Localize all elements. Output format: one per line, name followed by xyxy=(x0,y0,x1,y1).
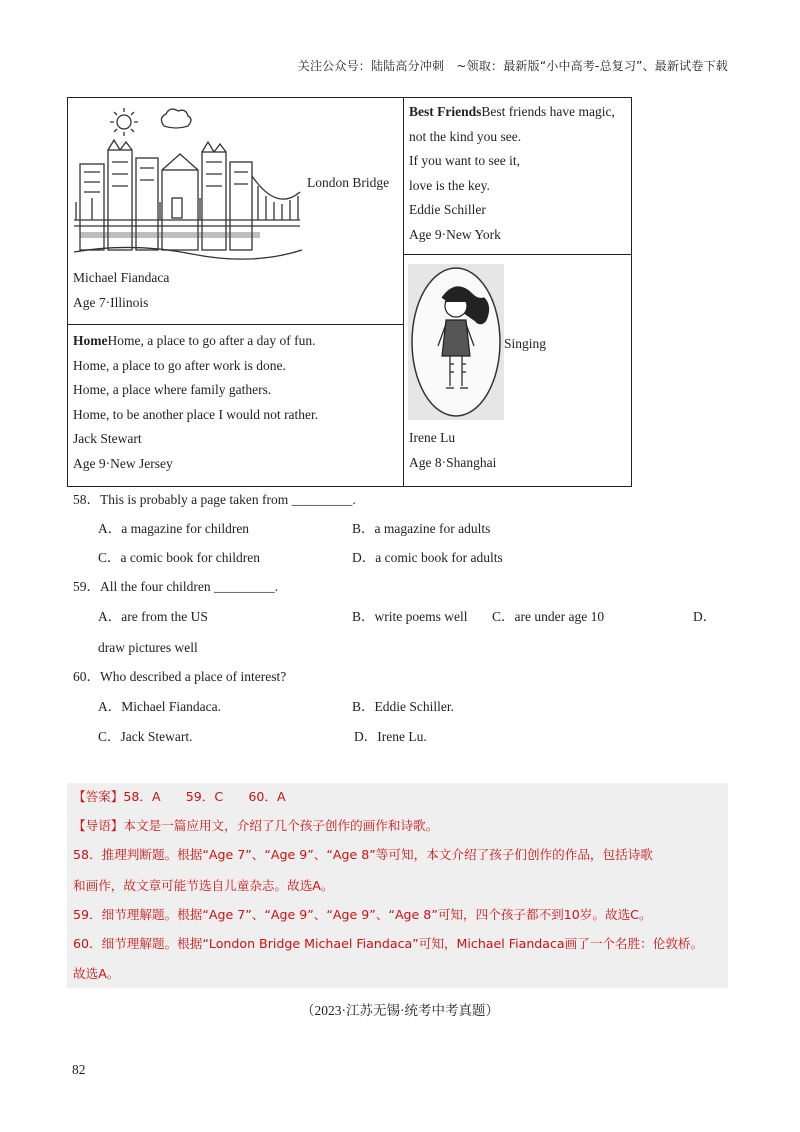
poem-line: Home, a place to go after a day of fun. xyxy=(107,333,316,348)
table-divider-right xyxy=(403,254,632,255)
poem-line: Best friends have magic, xyxy=(481,104,615,119)
best-friends-title: Best Friends xyxy=(409,104,482,119)
question-59-option-c: C．are under age 10 xyxy=(492,609,605,624)
question-59-option-b: B．write poems well xyxy=(352,609,468,624)
question-60-option-d: D．Irene Lu. xyxy=(354,729,427,744)
poem-line: Home, a place to go after work is done. xyxy=(73,357,286,373)
singing-age: Age 8·Shanghai xyxy=(409,455,497,470)
page-header: 关注公众号：陆陆高分冲刺 ~领取：最新版“小中高考-总复习”、最新试卷下载 xyxy=(297,59,728,73)
poem-line: Home, a place where family gathers. xyxy=(73,382,272,397)
poem-line: If you want to see it, xyxy=(409,153,520,168)
answer-explanation-59: 59．细节理解题。根据“Age 7”、“Age 9”、“Age 9”、“Age 8”可知，四个孩子都不到10岁。故选C。 xyxy=(73,907,652,922)
question-60-stem: 60．Who described a place of interest? xyxy=(73,669,287,684)
answer-explanation-58: 58．推理判断题。根据“Age 7”、“Age 9”、“Age 8”等可知，本文介绍了孩子们创作的作品，包括诗歌 xyxy=(73,847,653,862)
london-author: Michael Fiandaca xyxy=(73,270,170,285)
answer-key: 【答案】58．A 59．C 60．A xyxy=(73,789,286,804)
table-divider-left xyxy=(67,324,404,325)
question-60-option-c: C．Jack Stewart. xyxy=(98,729,193,744)
friends-age: Age 9·New York xyxy=(409,226,501,242)
answer-explanation-60-cont: 故选A。 xyxy=(73,966,120,981)
answer-explanation-58-cont: 和画作，故文章可能节选自儿童杂志。故选A。 xyxy=(73,878,334,893)
question-58-option-d: D．a comic book for adults xyxy=(352,550,503,565)
london-bridge-caption: London Bridge xyxy=(307,175,390,190)
home-age: Age 9·New Jersey xyxy=(73,455,173,471)
question-60-option-b: B．Eddie Schiller. xyxy=(352,699,454,714)
question-58-option-b: B．a magazine for adults xyxy=(352,521,491,536)
answer-explanation-60: 60．细节理解题。根据“London Bridge Michael Fiandaca”可知，Michael Fiandaca画了一个名胜：伦敦桥。 xyxy=(73,936,704,951)
home-title: Home xyxy=(73,333,108,348)
question-58-option-c: C．a comic book for children xyxy=(98,550,260,565)
question-59-option-a: A．are from the US xyxy=(98,609,208,624)
best-friends-poem xyxy=(409,100,615,247)
poem-line: Home, to be another place I would not rather. xyxy=(73,406,319,422)
answer-intro: 【导语】本文是一篇应用文，介绍了几个孩子创作的画作和诗歌。 xyxy=(73,818,439,833)
home-poem xyxy=(73,329,318,476)
question-58-stem: 58．This is probably a page taken from _________. xyxy=(73,492,356,507)
question-58-option-a: A．a magazine for children xyxy=(98,521,250,536)
singing-girl-drawing xyxy=(408,264,504,420)
singing-caption: Singing xyxy=(504,336,547,351)
poem-line: not the kind you see. xyxy=(409,128,522,144)
page-number: 82 xyxy=(72,1062,86,1077)
friends-author: Eddie Schiller xyxy=(409,202,486,217)
source-citation: （2023·江苏无锡·统考中考真题） xyxy=(301,1003,499,1018)
question-59-stem: 59．All the four children _________. xyxy=(73,579,279,594)
table-divider-vertical xyxy=(403,97,404,487)
question-59-option-d-text: draw pictures well xyxy=(98,640,198,655)
london-bridge-drawing xyxy=(72,102,304,262)
question-60-option-a: A．Michael Fiandaca. xyxy=(98,699,221,714)
singing-author: Irene Lu xyxy=(409,430,456,445)
poem-line: love is the key. xyxy=(409,177,490,193)
home-author: Jack Stewart xyxy=(73,431,142,446)
question-59-option-d-label: D． xyxy=(693,609,717,624)
london-age: Age 7·Illinois xyxy=(73,295,149,310)
